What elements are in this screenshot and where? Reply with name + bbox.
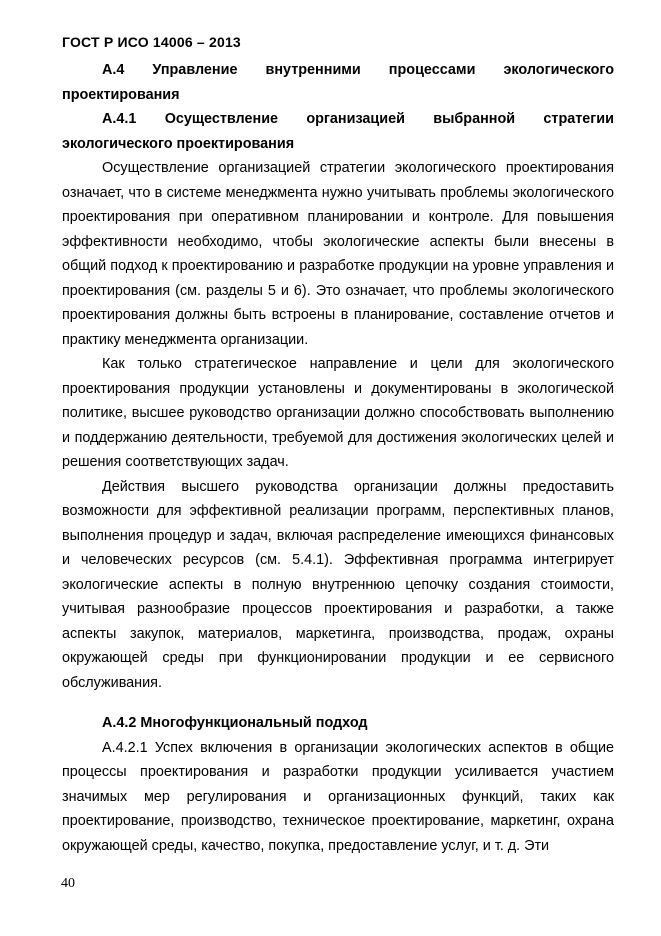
- paragraph-4: А.4.2.1 Успех включения в организации экологических аспектов в общие процессы проектирования и разработки продукции усиливается участием значимых мер регулирования и организационных функций, таких как проектирование, производство, техническое проектирование, маркетинг, охрана окружающей среды, качество, покупка, предоставление услуг, и т. д. Эти: [62, 739, 614, 854]
- document-body: [62, 58, 614, 858]
- paragraph-3: Действия высшего руководства организации должны предоставить возможности для эффективной реализации программ, перспективных планов, выполнения процедур и задач, включая распределение имеющихся финансовых и человеческих ресурсов (см. 5.4.1). Эффективная программа интегрирует экологические аспекты в полную внутреннюю цепочку создания стоимости, учитывая разнообразие процессов проектирования и разработки, а также аспекты закупок, материалов, маркетинга, производства, продаж, охраны окружающей среды при функционировании продукции и ее сервисного обслуживания.: [62, 478, 614, 691]
- section-heading-a41: А.4.1 Осуществление организацией выбранной стратегии экологического проектирования: [62, 111, 614, 152]
- section-heading-a4: А.4 Управление внутренними процессами экологического проектирования: [62, 62, 614, 103]
- document-header: ГОСТ Р ИСО 14006 – 2013: [62, 34, 241, 50]
- paragraph-2: Как только стратегическое направление и цели для экологического проектирования продукции установлены и документированы в экологической политике, высшее руководство организации должно способствовать выполнению и поддержанию деятельности, требуемой для достижения экологических целей и решения соответствующих задач.: [62, 356, 614, 470]
- paragraph-1: Осуществление организацией стратегии экологического проектирования означает, что в системе менеджмента нужно учитывать проблемы экологического проектирования при оперативном планировании и контроле. Для повышения эффективности необходимо, чтобы экологические аспекты были внесены в общий подход к проектированию и разработке продукции на уровне управления и проектирования (см. разделы 5 и 6). Это означает, что проблемы экологического проектирования должны быть встроены в планирование, составление отчетов и практику менеджмента организации.: [62, 160, 614, 348]
- section-heading-a42: А.4.2 Многофункциональный подход: [102, 715, 368, 731]
- page-number: 40: [61, 876, 75, 891]
